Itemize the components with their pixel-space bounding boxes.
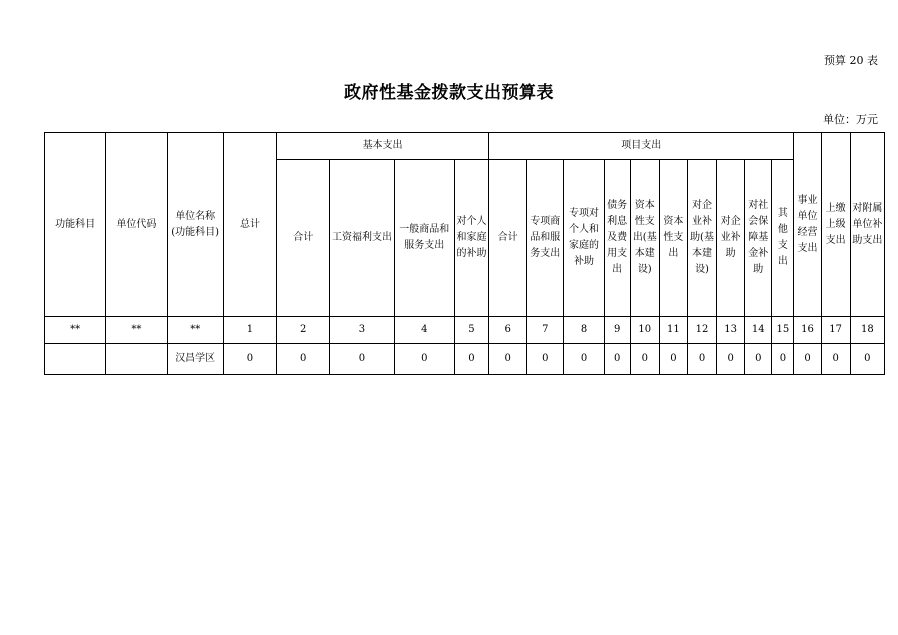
unit-label: 单位：万元 [823, 113, 878, 126]
row-value: 0 [330, 344, 394, 375]
header-func-subject: 功能科目 [45, 133, 106, 317]
col-number: 8 [564, 317, 604, 344]
row-value: 0 [454, 344, 488, 375]
header-basic-col: 对个人和家庭的补助 [454, 160, 488, 317]
header-project-col: 对企业补助(基本建设) [687, 160, 716, 317]
row-value: 0 [745, 344, 772, 375]
col-number: 4 [394, 317, 454, 344]
row-unit-name: 汉昌学区 [167, 344, 223, 375]
col-number: 7 [527, 317, 564, 344]
header-project-col: 对企业补助 [717, 160, 745, 317]
col-number: 12 [687, 317, 716, 344]
row-value: 0 [850, 344, 884, 375]
row-value: 0 [687, 344, 716, 375]
col-number: ** [45, 317, 106, 344]
header-project-col: 专项对个人和家庭的补助 [564, 160, 604, 317]
col-number: ** [106, 317, 167, 344]
col-number: 11 [659, 317, 687, 344]
col-number: 5 [454, 317, 488, 344]
form-number: 预算 20 表 [824, 54, 878, 67]
header-project: 项目支出 [489, 133, 794, 160]
col-number: 17 [821, 317, 850, 344]
row-value: 0 [717, 344, 745, 375]
column-number-row [45, 317, 885, 344]
row-value: 0 [394, 344, 454, 375]
row-value: 0 [630, 344, 659, 375]
header-unit-code: 单位代码 [106, 133, 167, 317]
row-value: 0 [223, 344, 276, 375]
table-row [45, 344, 885, 375]
header-basic-col: 工资福利支出 [330, 160, 394, 317]
header-total: 总计 [223, 133, 276, 317]
col-number: 9 [604, 317, 630, 344]
row-value: 0 [489, 344, 527, 375]
col-number: 3 [330, 317, 394, 344]
row-value: 0 [604, 344, 630, 375]
header-project-col: 资本性支出(基本建设) [630, 160, 659, 317]
row-value: 0 [794, 344, 821, 375]
col-number: 18 [850, 317, 884, 344]
header-tail-col: 对附属单位补助支出 [850, 133, 884, 317]
header-project-col: 对社会保障基金补助 [745, 160, 772, 317]
header-tail-col: 事业单位经营支出 [794, 133, 821, 317]
row-value: 0 [659, 344, 687, 375]
header-basic-col: 一般商品和服务支出 [394, 160, 454, 317]
row-value: 0 [821, 344, 850, 375]
header-unit-name: 单位名称(功能科目) [167, 133, 223, 317]
header-project-col: 其他支出 [772, 160, 794, 317]
row-func-subject [45, 344, 106, 375]
col-number: 15 [772, 317, 794, 344]
header-project-col: 专项商品和服务支出 [527, 160, 564, 317]
header-project-col: 合计 [489, 160, 527, 317]
col-number: 6 [489, 317, 527, 344]
page-title: 政府性基金拨款支出预算表 [344, 83, 554, 103]
budget-table [44, 132, 885, 375]
col-number: ** [167, 317, 223, 344]
row-value: 0 [527, 344, 564, 375]
header-basic-col: 合计 [277, 160, 330, 317]
header-tail-col: 上缴上级支出 [821, 133, 850, 317]
col-number: 1 [223, 317, 276, 344]
header-project-col: 债务利息及费用支出 [604, 160, 630, 317]
header-basic: 基本支出 [277, 133, 489, 160]
col-number: 16 [794, 317, 821, 344]
row-value: 0 [564, 344, 604, 375]
col-number: 13 [717, 317, 745, 344]
row-value: 0 [772, 344, 794, 375]
row-unit-code [106, 344, 167, 375]
col-number: 14 [745, 317, 772, 344]
col-number: 2 [277, 317, 330, 344]
col-number: 10 [630, 317, 659, 344]
row-value: 0 [277, 344, 330, 375]
header-project-col: 资本性支出 [659, 160, 687, 317]
